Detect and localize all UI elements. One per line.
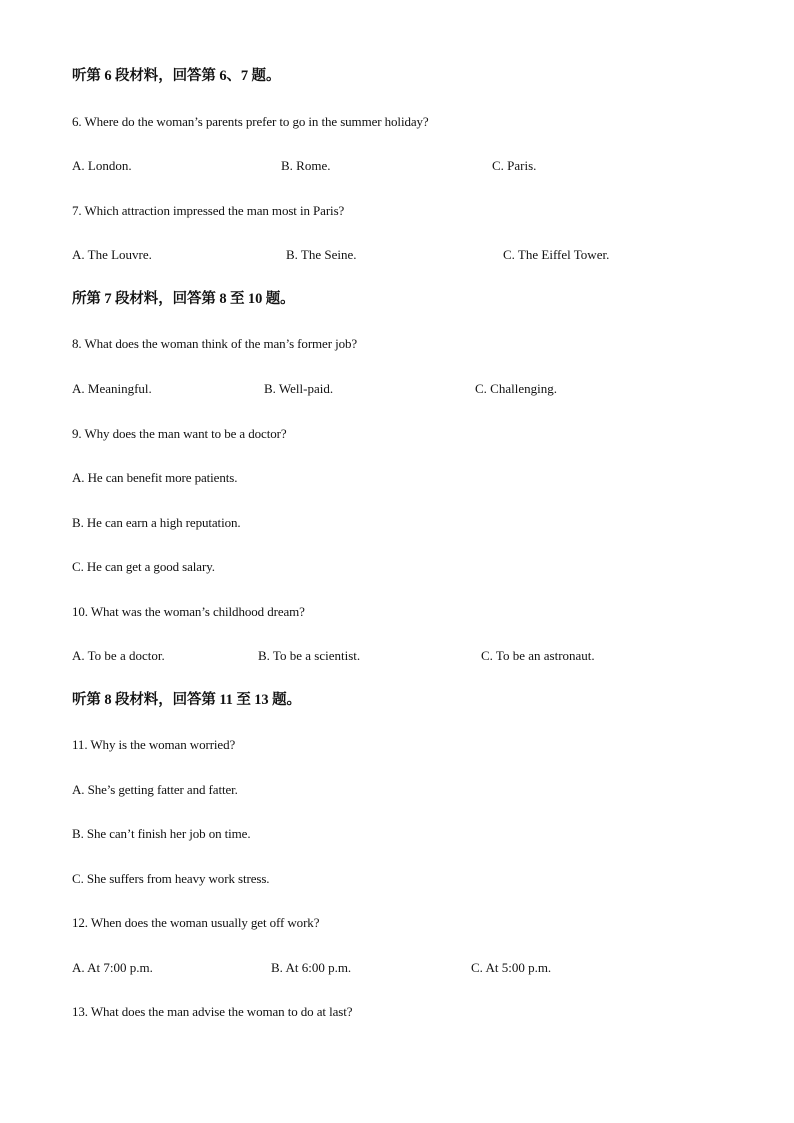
question-6: 6. Where do the woman’s parents prefer to go in the summer holiday? (72, 114, 429, 129)
option-8a: A. Meaningful. (72, 381, 152, 396)
option-6b: B. Rome. (281, 158, 331, 173)
option-7a: A. The Louvre. (72, 247, 152, 262)
option-6c: C. Paris. (492, 158, 537, 173)
option-11c: C. She suffers from heavy work stress. (72, 871, 270, 886)
option-12c: C. At 5:00 p.m. (471, 960, 552, 975)
option-9c: C. He can get a good salary. (72, 559, 215, 574)
question-7: 7. Which attraction impressed the man most in Paris? (72, 203, 345, 218)
question-10: 10. What was the woman’s childhood dream? (72, 604, 305, 619)
option-10a: A. To be a doctor. (72, 648, 165, 663)
option-7b: B. The Seine. (286, 247, 357, 262)
question-12: 12. When does the woman usually get off work? (72, 915, 320, 930)
option-10c: C. To be an astronaut. (481, 648, 595, 663)
option-9a: A. He can benefit more patients. (72, 470, 238, 485)
option-8b: B. Well-paid. (264, 381, 334, 396)
section-heading: 听第 6 段材料，回答第 6、7 题。 (72, 68, 281, 84)
option-11b: B. She can’t finish her job on time. (72, 826, 251, 841)
section-heading: 所第 7 段材料，回答第 8 至 10 题。 (72, 291, 295, 307)
option-9b: B. He can earn a high reputation. (72, 515, 241, 530)
question-11: 11. Why is the woman worried? (72, 737, 236, 752)
option-11a: A. She’s getting fatter and fatter. (72, 782, 238, 797)
option-6a: A. London. (72, 158, 132, 173)
question-8: 8. What does the woman think of the man’s former job? (72, 336, 358, 351)
option-8c: C. Challenging. (475, 381, 557, 396)
section-heading: 听第 8 段材料，回答第 11 至 13 题。 (72, 692, 301, 708)
option-12b: B. At 6:00 p.m. (271, 960, 352, 975)
option-10b: B. To be a scientist. (258, 648, 361, 663)
option-12a: A. At 7:00 p.m. (72, 960, 153, 975)
option-7c: C. The Eiffel Tower. (503, 247, 610, 262)
question-13: 13. What does the man advise the woman to do at last? (72, 1004, 353, 1019)
question-9: 9. Why does the man want to be a doctor? (72, 426, 287, 441)
